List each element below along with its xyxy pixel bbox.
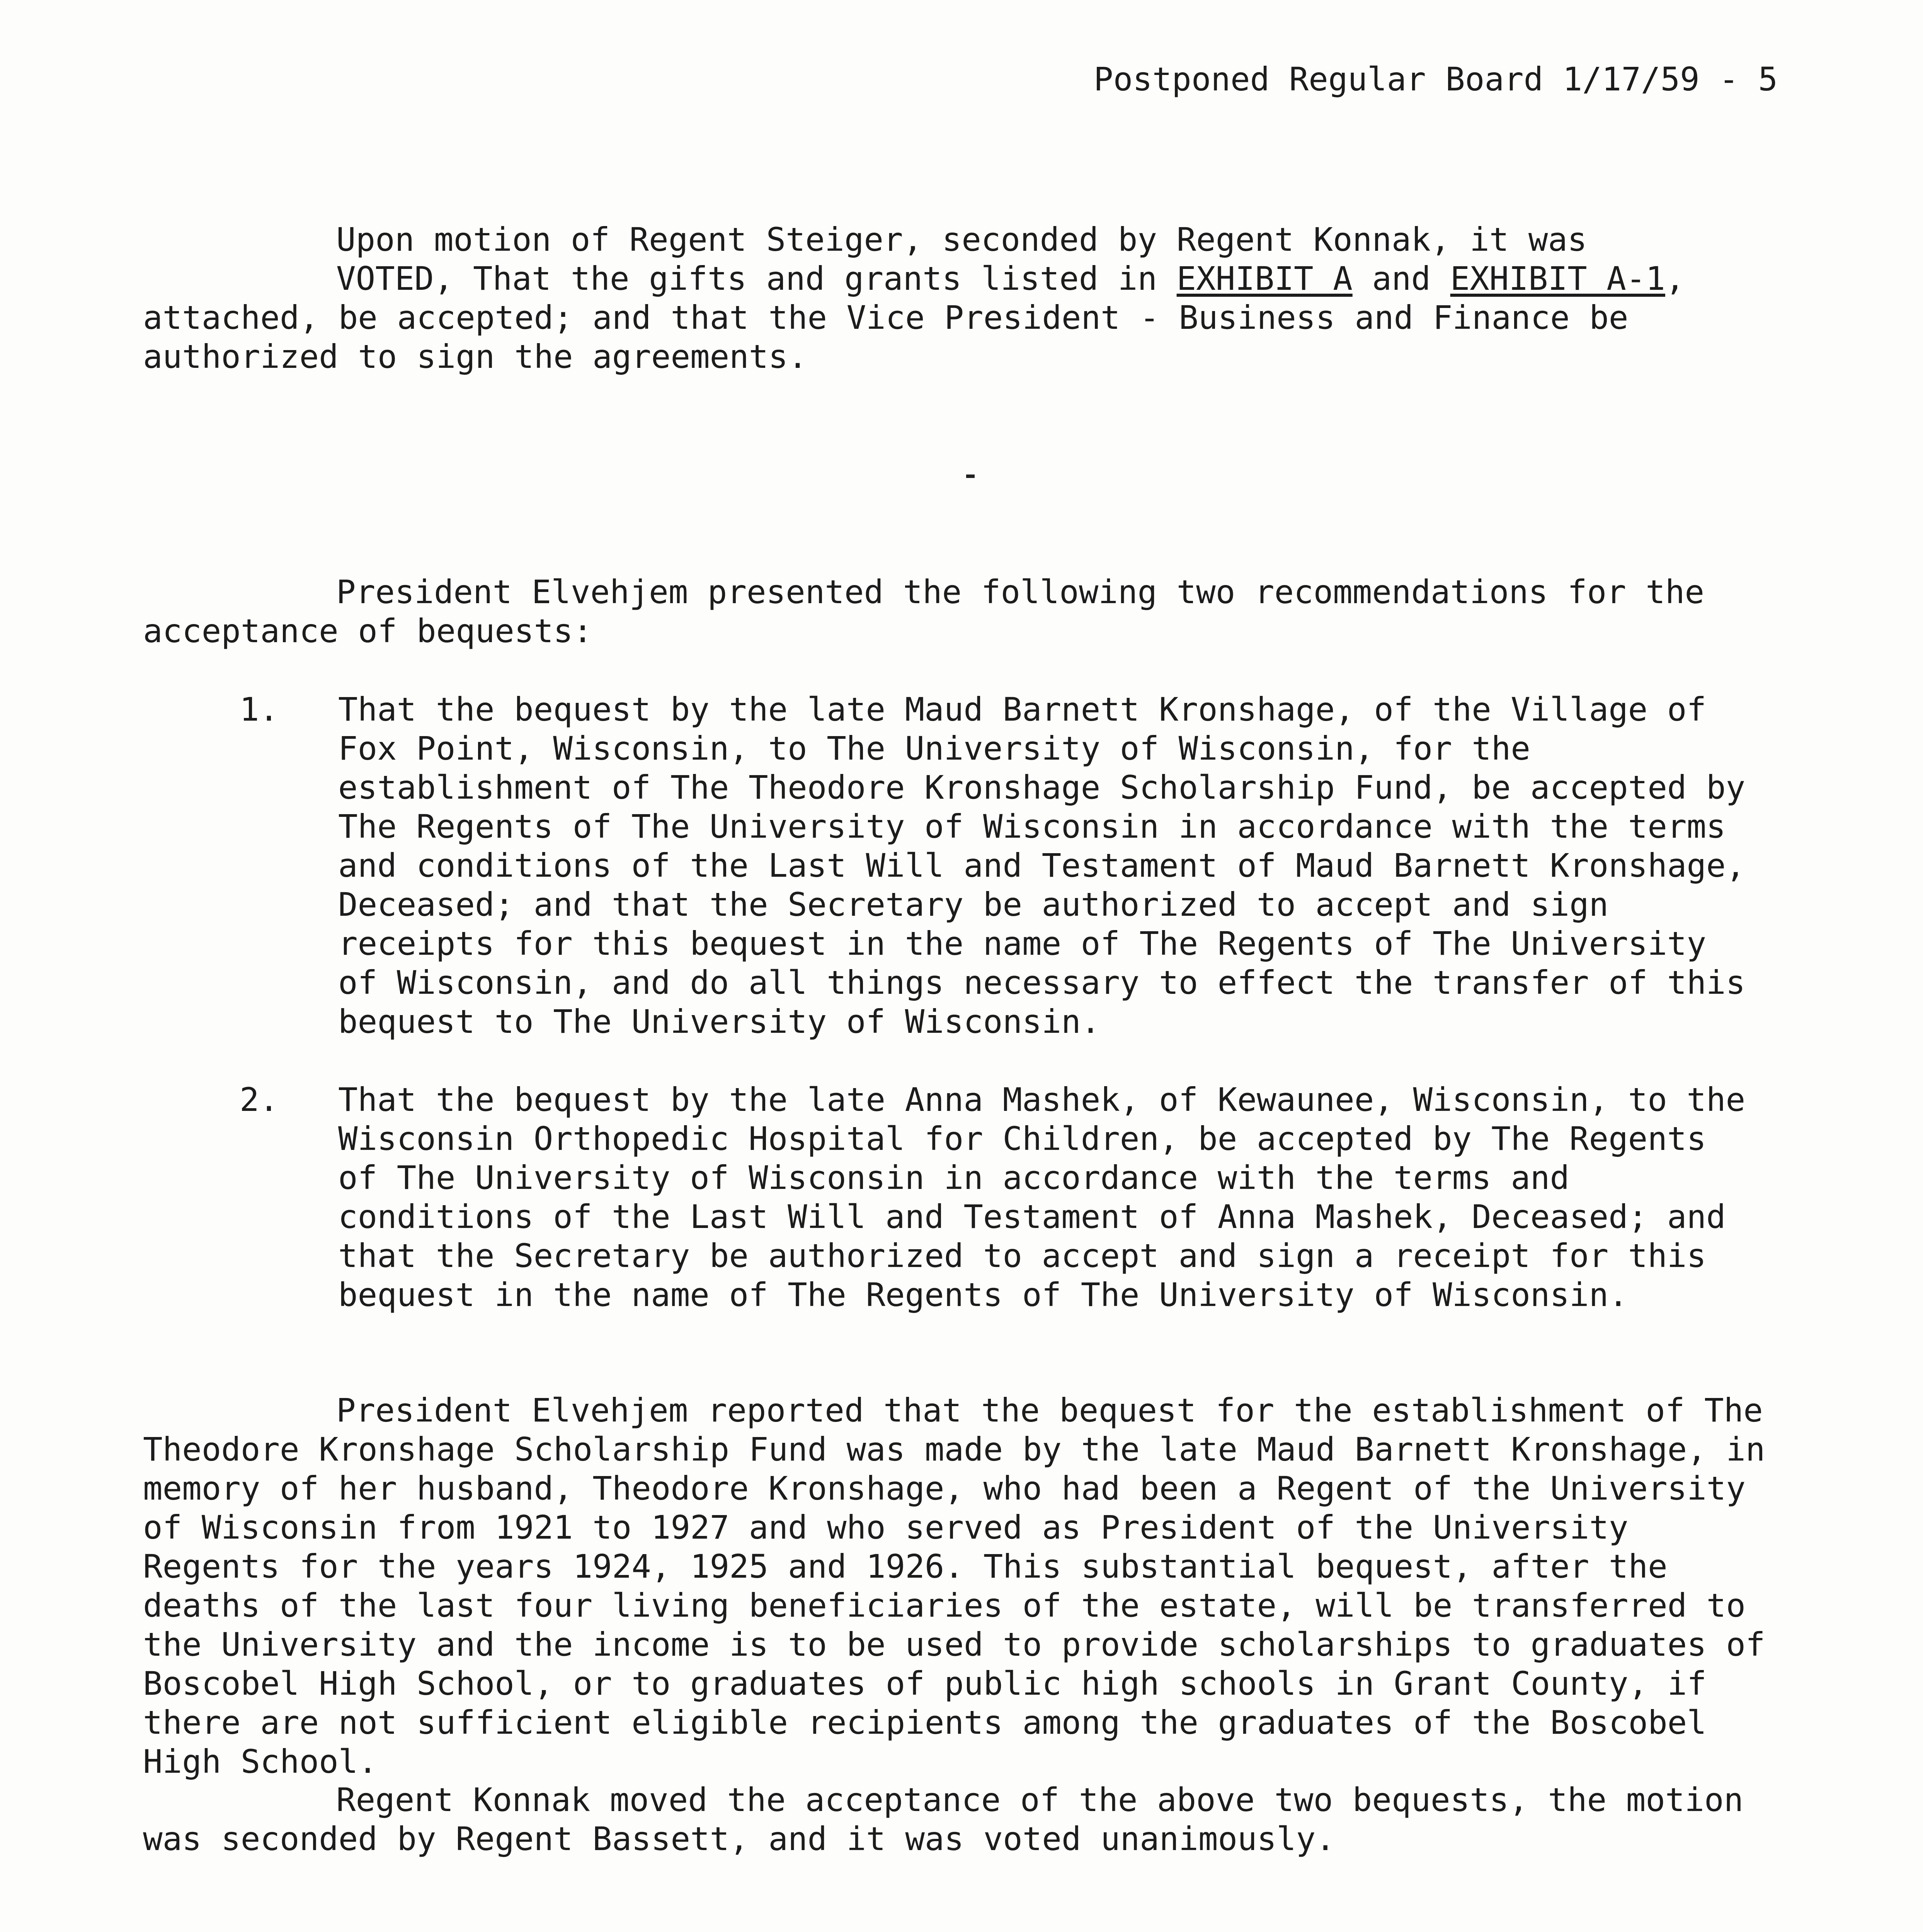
recommendation-number: 1.	[240, 690, 279, 728]
recommendation-text: That the bequest by the late Anna Mashek, of Kewaunee, Wisconsin, to the Wisconsin Orthopedic Hospital for Children, be accepted by The Regents of The University of Wisconsin in accordance with the terms and conditions of the Last Will and Testament of Anna Mashek, Deceased; and that the Secretary be authorized to accept and sign a receipt for this bequest in the name of The Regents of The University of Wisconsin.	[338, 1081, 1746, 1314]
kronshage-report-paragraph	[143, 1391, 1782, 1781]
kronshage-report-text: President Elvehjem reported that the bequest for the establishment of The Theodore Kronshage Scholarship Fund was made by the late Maud Barnett Kronshage, in memory of her husband, Theodore Kronshage, who had been a Regent of the University of Wisconsin from 1921 to 1927 and who served as President of the University Regents for the years 1924, 1925 and 1926. This substantial bequest, after the deaths of the last four living beneficiaries of the estate, will be transferred to the University and the income is to be used to provide scholarships to graduates of Boscobel High School, or to graduates of public high schools in Grant County, if there are not sufficient eligible recipients among the graduates of the Boscobel High School.	[143, 1391, 1765, 1781]
section-separator	[966, 474, 975, 478]
motion-paragraph	[143, 220, 1782, 376]
recommendation-text: That the bequest by the late Maud Barnett Kronshage, of the Village of Fox Point, Wisconsin, to The University of Wisconsin, for the establishment of The Theodore Kronshage Scholarship Fund, be accepted by The Regents of The University of Wisconsin in accordance with the terms and conditions of the Last Will and Testament of Maud Barnett Kronshage, Deceased; and that the Secretary be authorized to accept and sign receipts for this bequest in the name of The Regents of The University of Wisconsin, and do all things necessary to effect the transfer of this bequest to The University of Wisconsin.	[338, 690, 1746, 1041]
recommendations-intro-text: President Elvehjem presented the following two recommendations for the acceptance of bequests:	[143, 573, 1705, 650]
recommendation-number: 2.	[240, 1081, 279, 1119]
motion-line: Upon motion of Regent Steiger, seconded by Regent Konnak, it was	[336, 221, 1587, 259]
acceptance-vote-text: Regent Konnak moved the acceptance of the above two bequests, the motion was seconded by Regent Bassett, and it was voted unanimously.	[143, 1781, 1744, 1858]
recommendation-item	[240, 1080, 1747, 1315]
exhibit-a1-reference: EXHIBIT A-1	[1450, 260, 1665, 298]
recommendation-item	[240, 690, 1747, 1041]
voted-text-and: and	[1352, 260, 1450, 298]
voted-text-start: VOTED, That the gifts and grants listed in	[336, 260, 1177, 298]
voted-text-end: , attached, be accepted; and that the Vice President - Business and Finance be authorized to sign the agreements.	[143, 260, 1685, 376]
recommendations-intro-paragraph	[143, 573, 1782, 651]
page-header: Postponed Regular Board 1/17/59 - 5	[1094, 60, 1778, 98]
acceptance-vote-paragraph	[143, 1781, 1782, 1859]
exhibit-a-reference: EXHIBIT A	[1176, 260, 1353, 298]
